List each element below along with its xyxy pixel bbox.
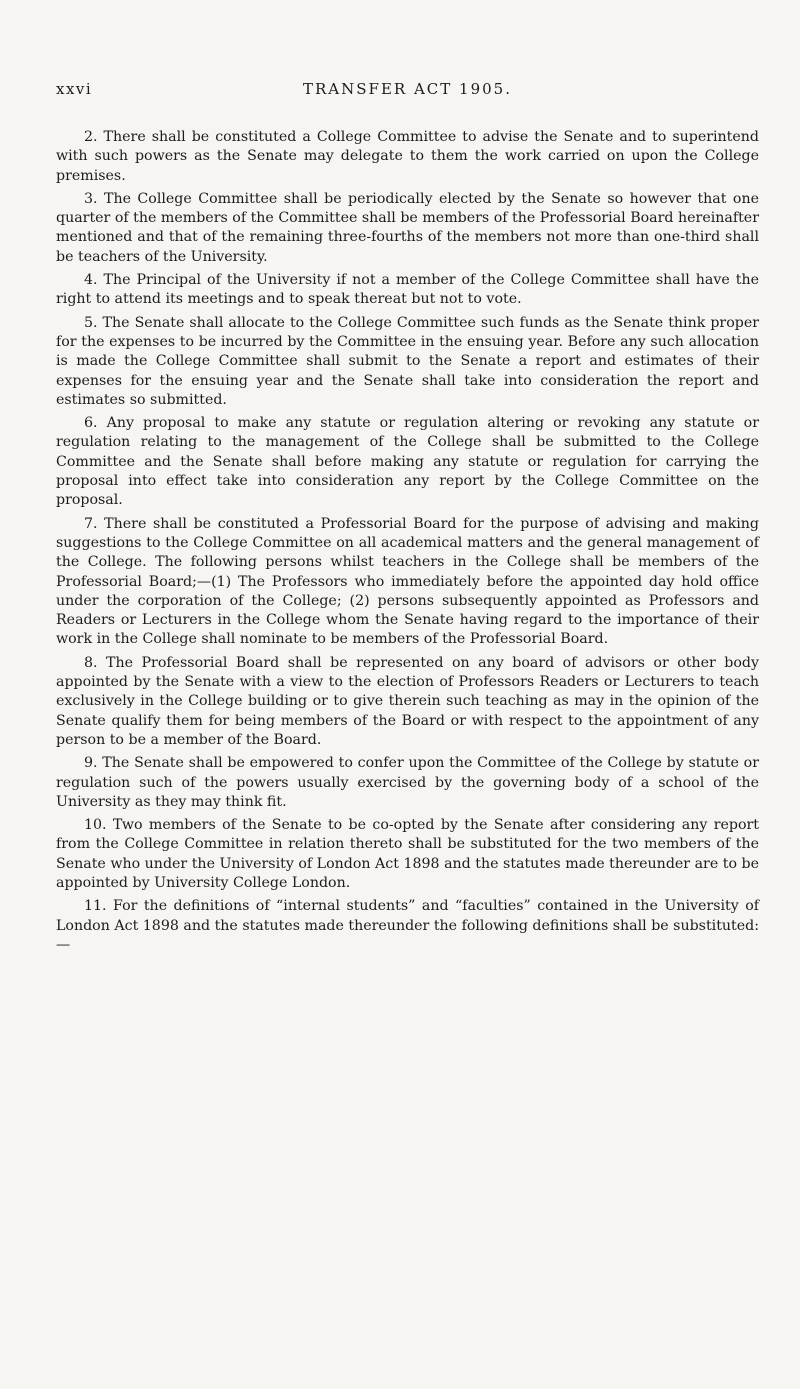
paragraph-2: 2. There shall be constituted a College Committee to advise the Senate and to superintend with such powers as the Senate may delegate to them the work carried on upon the College premises.	[56, 129, 759, 184]
paragraph-11: 11. For the definitions of “internal students” and “faculties” contained in the University of London Act 1898 and the statutes made thereunder the following definitions shall be substituted:—	[56, 898, 760, 953]
paragraph-7: 7. There shall be constituted a Professorial Board for the purpose of advising and making suggestions to the College Committee on all academical matters and the general management of the College. The following persons whilst teachers in the College shall be members of the Professorial Board;—(1) The Professors who immediately before the appointed day hold office under the corporation of the College; (2) persons subsequently appointed as Professors and Readers or Lecturers in the College whom the Senate having regard to the importance of their work in the College shall nominate to be members of the Professorial Board.	[56, 515, 759, 648]
paragraph-8: 8. The Professorial Board shall be represented on any board of advisors or other body appointed by the Senate with a view to the election of Professors Readers or Lecturers to teach exclusively in the College building or to give therein such teaching as may in the opinion of the Senate qualify them for being members of the Board or with respect to the appointment of any person to be a member of the Board.	[56, 654, 759, 748]
paragraph-6: 6. Any proposal to make any statute or regulation altering or revoking any statute or regulation relating to the management of the College shall be submitted to the College Committee and the Senate shall before making any statute or regulation for carrying the proposal into effect take into consideration any report by the College Committee on the proposal.	[56, 415, 759, 509]
page-header	[56, 36, 759, 98]
paragraph-5: 5. The Senate shall allocate to the College Committee such funds as the Senate think proper for the expenses to be incurred by the Committee in the ensuing year. Before any such allocation is made the College Committee shall submit to the Senate a report and estimates of their expenses for the ensuing year and the Senate shall take into consideration the report and estimates so submitted.	[56, 314, 759, 408]
paragraph-4: 4. The Principal of the University if not a member of the College Committee shall have the right to attend its meetings and to speak thereat but not to vote.	[56, 272, 759, 308]
page-number: xxvi	[56, 80, 93, 98]
paragraph-3: 3. The College Committee shall be periodically elected by the Senate so however that one quarter of the members of the Committee shall be members of the Professorial Board hereinafter mentioned and that of the remaining three-fourths of the members not more than one-third shall be teachers of the University.	[56, 190, 759, 265]
document-page	[56, 36, 759, 1366]
running-title: TRANSFER ACT 1905.	[303, 80, 512, 98]
paragraph-10: 10. Two members of the Senate to be co-opted by the Senate after considering any report from the College Committee in relation thereto shall be substituted for the two members of the Senate who under the University of London Act 1898 and the statutes made thereunder are to be appointed by University College London.	[56, 817, 759, 891]
paragraph-9: 9. The Senate shall be empowered to confer upon the Committee of the College by statute or regulation such of the powers usually exercised by the governing body of a school of the University as they may think fit.	[56, 755, 759, 810]
body-text	[56, 128, 759, 959]
